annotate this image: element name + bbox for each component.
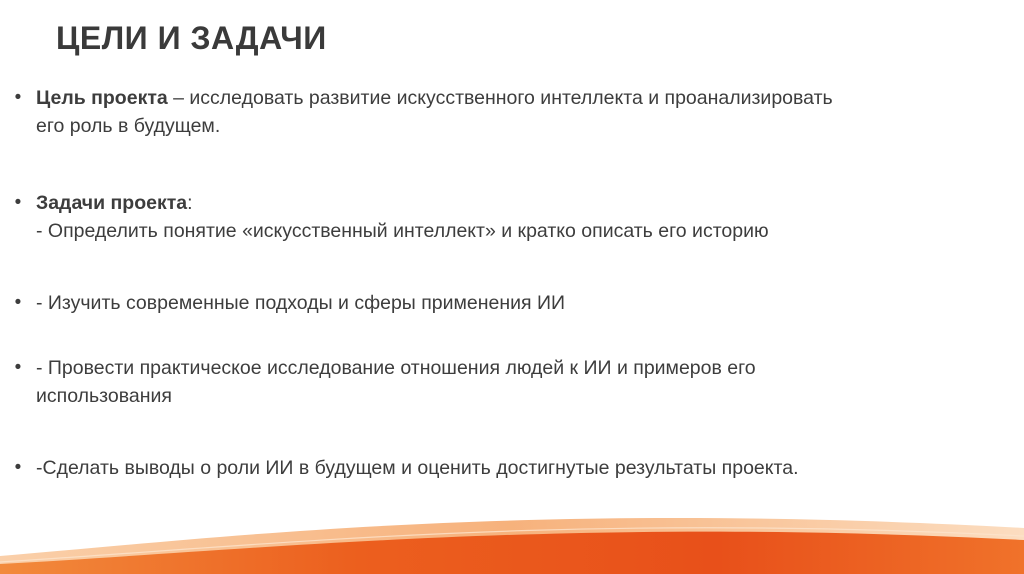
bullet-task-2 <box>14 289 996 317</box>
tasks-colon: : <box>187 192 193 214</box>
bullet-goal <box>14 84 996 140</box>
goal-text-1: – исследовать развитие искусственного интеллекта и проанализировать <box>167 87 833 109</box>
task-4: -Сделать выводы о роли ИИ в будущем и оценить достигнутые результаты проекта. <box>36 457 799 479</box>
decorative-wave <box>0 494 1024 574</box>
bullet-task-4 <box>14 454 996 482</box>
bullet-marker: • <box>14 292 22 313</box>
goal-line-1 <box>36 84 996 112</box>
task-2: - Изучить современные подходы и сферы применения ИИ <box>36 292 566 314</box>
tasks-heading <box>36 189 996 217</box>
bullet-marker: • <box>14 457 22 478</box>
task-3-line-1: - Провести практическое исследование отношения людей к ИИ и примеров его <box>36 357 756 379</box>
task-3-line-2: использования <box>36 385 172 407</box>
bullet-tasks <box>14 189 996 245</box>
task-1: - Определить понятие «искусственный интеллект» и кратко описать его историю <box>36 220 769 242</box>
bullet-task-3 <box>14 354 996 410</box>
goal-label: Цель проекта <box>36 87 168 109</box>
bullet-marker: • <box>14 357 22 378</box>
bullet-marker: • <box>14 192 22 213</box>
goal-text-2: его роль в будущем. <box>36 115 221 137</box>
slide-title: ЦЕЛИ И ЗАДАЧИ <box>56 20 327 56</box>
bullet-marker: • <box>14 87 22 108</box>
tasks-label: Задачи проекта <box>36 192 188 214</box>
